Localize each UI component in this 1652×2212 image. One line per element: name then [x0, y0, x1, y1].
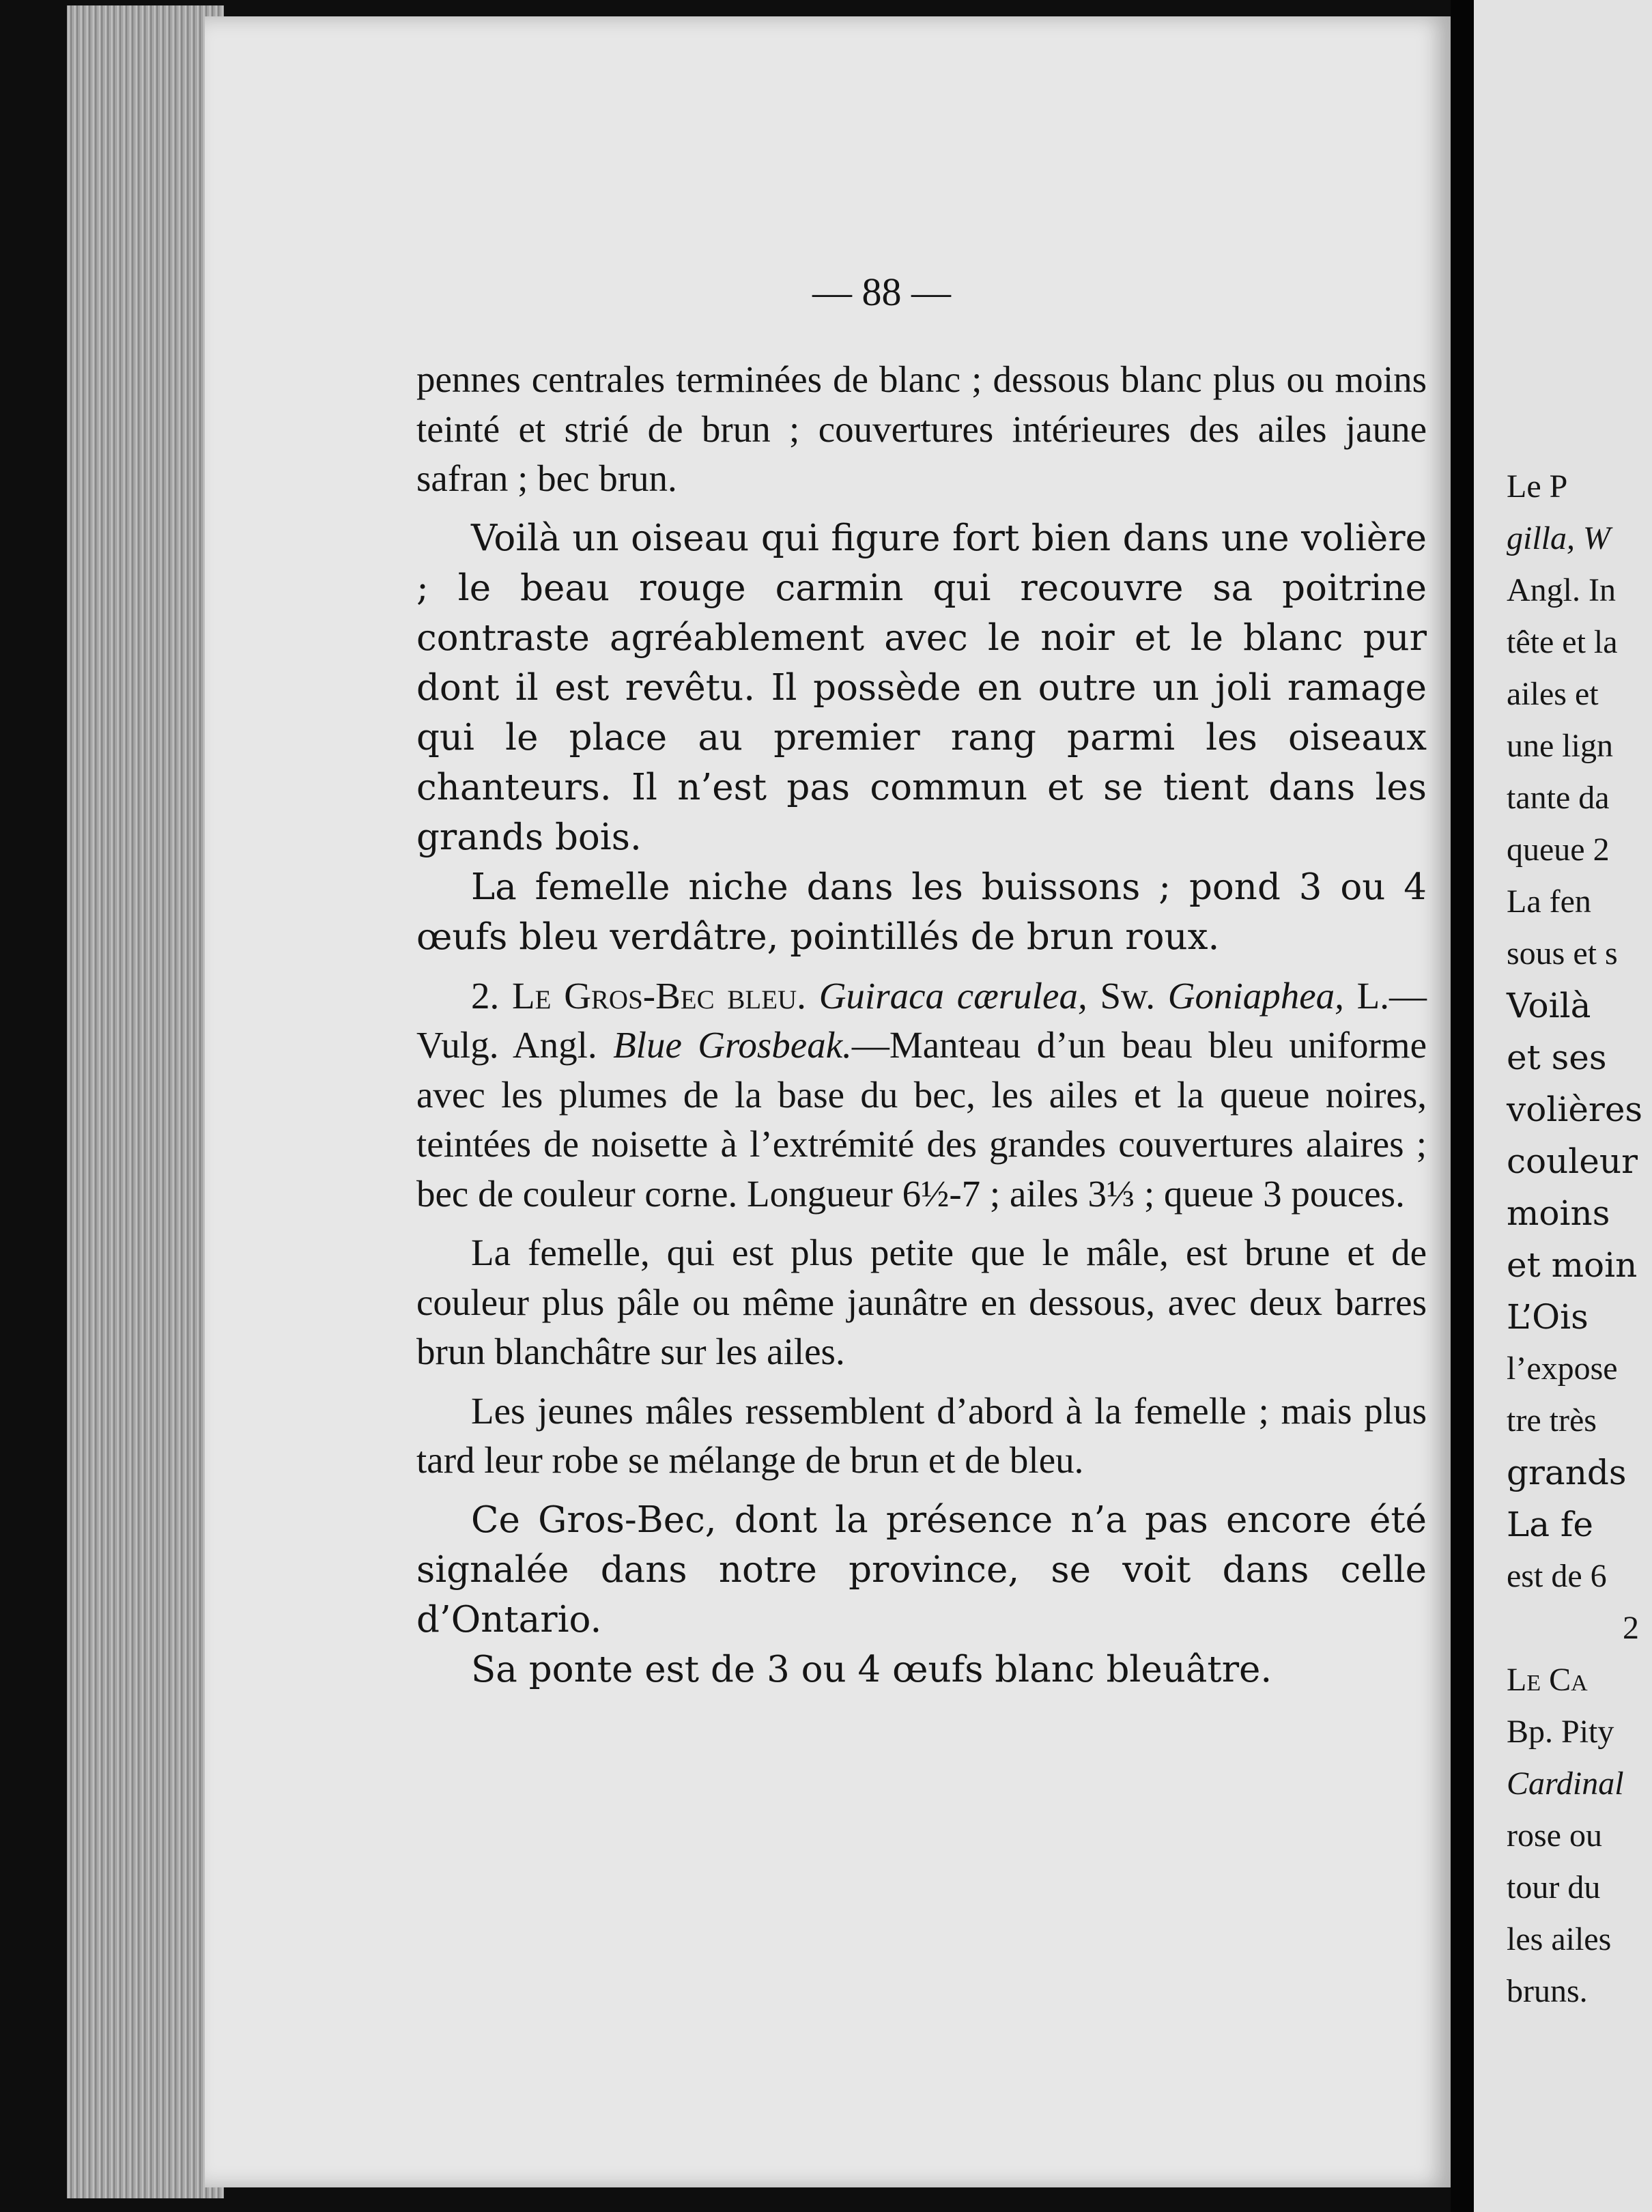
right-line: sous et s [1507, 935, 1618, 972]
paragraph-1: pennes centrales terminées de blanc ; dessous blanc plus ou moins teinté et strié de brun ; couvertures intérieures des ailes jaune safran ; bec brun. [416, 358, 1427, 499]
description-text: —Manteau d’un beau bleu uniforme avec les plumes de la base du bec, les ailes et la queue noires, teintées de noisette à l’extrémité des grandes couvertures alaires ; bec de couleur corne. Longueur 6½-7 ; ailes 3⅓ ; queue 3 pouces. [416, 1024, 1427, 1215]
right-line: gilla, W [1507, 520, 1610, 556]
right-line: La fe [1507, 1505, 1594, 1544]
species-number: 2. [471, 974, 513, 1017]
scientific-name: Guiraca cærulea, [818, 974, 1087, 1017]
paragraph-6: Les jeunes mâles ressemblent d’abord à la femelle ; mais plus tard leur robe se mélange de brun et de bleu. [416, 1389, 1427, 1481]
right-line: rose ou [1507, 1817, 1602, 1854]
right-line: tour du [1507, 1869, 1601, 1905]
paragraph-2: Voilà un oiseau qui figure fort bien dans une volière ; le beau rouge carmin qui recouvre sa poitrine contraste agréablement avec le noir et le blanc pur dont il est revêtu. Il possède en outre un joli ramage qui le place au premier rang parmi les oiseaux chanteurs. Il n’est pas commun et se tient dans les grands bois. [416, 517, 1427, 858]
right-line: Le Ca [1507, 1662, 1588, 1698]
paragraph-7: Ce Gros-Bec, dont la présence n’a pas encore été signalée dans notre province, se voit dans celle d’Ontario. [416, 1499, 1427, 1641]
species-name: Le Gros-Bec bleu. [512, 974, 806, 1017]
right-line: La fen [1507, 883, 1591, 920]
right-line: tante da [1507, 780, 1610, 816]
synonym-name: Goniaphea, [1167, 974, 1344, 1017]
right-line: Cardinal [1507, 1766, 1624, 1802]
author-text: Sw. [1087, 974, 1168, 1017]
right-line: et ses [1507, 1038, 1607, 1077]
right-line: est de 6 [1507, 1558, 1607, 1594]
right-page-text [1507, 461, 1652, 2017]
right-line: queue 2 [1507, 832, 1610, 868]
paragraph-8: Sa ponte est de 3 ou 4 œufs blanc bleuâtre. [471, 1648, 1272, 1690]
right-line: bruns. [1507, 1973, 1588, 2009]
right-line: Le P [1507, 468, 1568, 505]
right-line: Bp. Pity [1507, 1714, 1614, 1750]
paragraph-3: La femelle niche dans les buissons ; pond 3 ou 4 œufs bleu verdâtre, pointillés de brun roux. [416, 866, 1427, 958]
species-entry-paragraph [416, 972, 1427, 1219]
right-line: ailes et [1507, 676, 1599, 712]
right-line: volières [1507, 1090, 1643, 1129]
right-line: et moin [1507, 1245, 1638, 1285]
paragraph-5: La femelle, qui est plus petite que le mâle, est brune et de couleur plus pâle ou même jaunâtre en dessous, avec deux barres brun blanchâtre sur les ailes. [416, 1232, 1427, 1372]
book-spine [1451, 0, 1474, 2212]
right-line: Angl. In [1507, 572, 1616, 608]
page-number: — 88 — [812, 270, 951, 314]
right-line: tre très [1507, 1402, 1597, 1438]
right-line: L’Ois [1507, 1297, 1589, 1337]
right-line: les ailes [1507, 1921, 1612, 1957]
right-page [1474, 0, 1652, 2212]
right-line: Voilà [1507, 986, 1591, 1025]
page-edges [67, 5, 224, 2198]
right-line: une lign [1507, 728, 1613, 764]
right-line: moins [1507, 1193, 1610, 1233]
right-line: tête et la [1507, 624, 1618, 660]
right-line: l’expose [1507, 1350, 1618, 1387]
right-line: 2 [1623, 1610, 1639, 1646]
vulgar-label: L.—Vulg. Angl. [416, 974, 1427, 1066]
right-line: couleur [1507, 1142, 1638, 1181]
left-page-text [416, 355, 1427, 1695]
english-name: Blue Grosbeak. [613, 1024, 852, 1066]
right-line: grands [1507, 1453, 1627, 1492]
